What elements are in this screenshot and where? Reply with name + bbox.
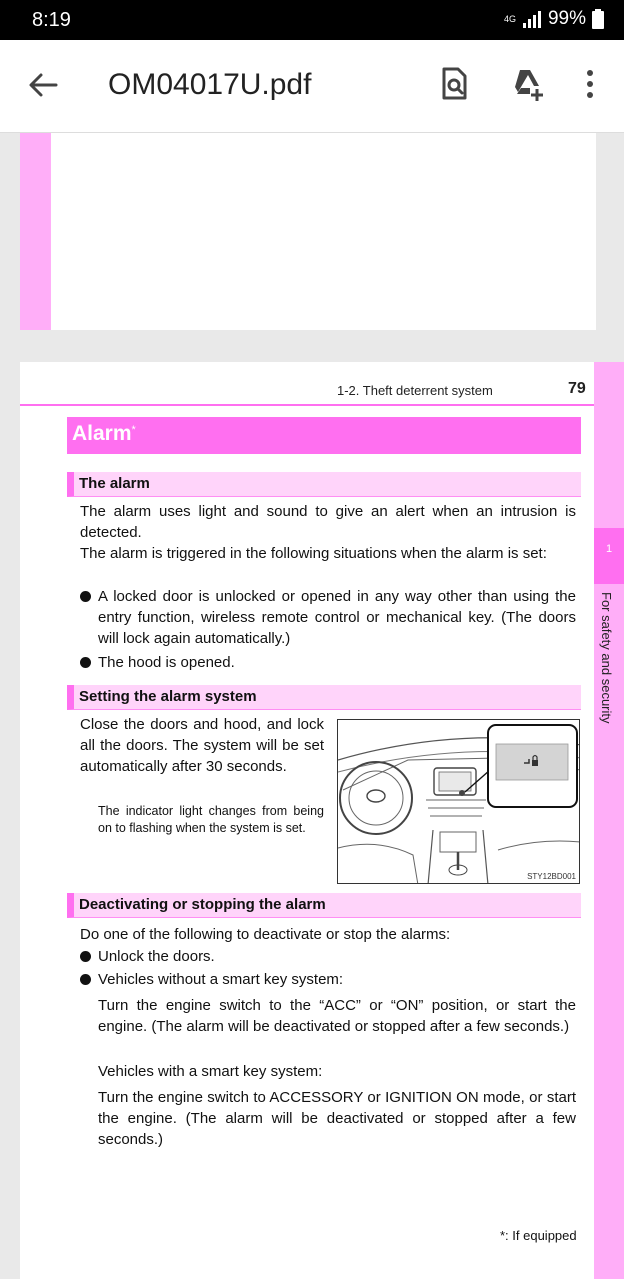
footnote: *: If equipped — [500, 1228, 577, 1243]
deactivating-intro: Do one of the following to deactivate or stop the alarms: — [80, 926, 451, 943]
smart-key-detail: Turn the engine switch to ACCESSORY or IGNITION ON mode, or start the engine. (The alarm will be deactivated or stopped after a few seconds.) — [98, 1089, 576, 1148]
section-heading-alarm: The alarm — [67, 472, 581, 497]
add-to-drive-icon[interactable] — [506, 64, 546, 104]
bullet-dot — [80, 951, 91, 962]
page-side-bar — [20, 133, 51, 330]
dashboard-illustration — [337, 719, 580, 884]
document-title: OM04017U.pdf — [108, 68, 312, 101]
header-rule — [20, 404, 594, 406]
side-tab-strip — [594, 362, 624, 1279]
side-tab-label: For safety and security — [599, 592, 614, 724]
bullet-dot — [80, 591, 91, 602]
status-time: 8:19 — [32, 9, 71, 31]
running-head: 1-2. Theft deterrent system — [337, 383, 493, 398]
find-in-document-icon[interactable] — [434, 64, 474, 104]
pdf-page — [20, 362, 624, 1279]
section-heading-setting: Setting the alarm system — [67, 685, 581, 710]
bullet-text: Vehicles without a smart key system: — [98, 971, 344, 988]
no-smart-key-detail: Turn the engine switch to the “ACC” or “ON” position, or start the engine. (The alarm will be deactivated or stopped after a few seconds.) — [98, 997, 576, 1035]
side-tab-number: 1 — [594, 528, 624, 584]
title-text: Alarm — [72, 422, 132, 445]
battery-percent: 99% — [547, 8, 586, 29]
more-options-icon[interactable] — [570, 64, 610, 104]
status-icons — [504, 8, 604, 30]
title-mark: * — [131, 424, 136, 436]
alarm-bullet-2 — [98, 652, 576, 673]
page-title — [67, 417, 581, 454]
bullet-text: A locked door is unlocked or opened in any way other than using the entry function, wireless remote control or mechanical key. (The doors will lock again automatically.) — [98, 588, 576, 647]
page-number: 79 — [568, 380, 586, 397]
section-heading-deactivating: Deactivating or stopping the alarm — [67, 893, 581, 918]
bullet-text: The hood is opened. — [98, 654, 235, 671]
bullet-dot — [80, 657, 91, 668]
deactivating-bullet-2 — [98, 969, 576, 990]
alarm-bullet-1 — [98, 586, 576, 649]
setting-paragraph: Close the doors and hood, and lock all the doors. The system will be set automatically after 30 seconds. — [80, 716, 324, 775]
network-type-icon: 4G — [503, 13, 516, 24]
battery-icon — [592, 9, 604, 29]
previous-page — [20, 133, 596, 330]
alarm-paragraph-2: The alarm is triggered in the following situations when the alarm is set: — [80, 545, 547, 562]
bullet-text: Unlock the doors. — [98, 948, 215, 965]
dashboard-drawing — [338, 720, 580, 884]
status-bar — [0, 0, 624, 40]
app-bar — [0, 40, 624, 133]
deactivating-bullet-1 — [98, 946, 576, 967]
back-arrow-icon[interactable] — [26, 68, 60, 102]
smart-key-label: Vehicles with a smart key system: — [98, 1063, 323, 1080]
setting-note: The indicator light changes from being on to flashing when the system is set. — [98, 804, 324, 835]
bullet-dot — [80, 974, 91, 985]
alarm-paragraph-1: The alarm uses light and sound to give an alert when an intrusion is detected. — [80, 503, 576, 541]
figure-code: STY12BD001 — [527, 872, 576, 881]
signal-icon — [522, 10, 542, 28]
